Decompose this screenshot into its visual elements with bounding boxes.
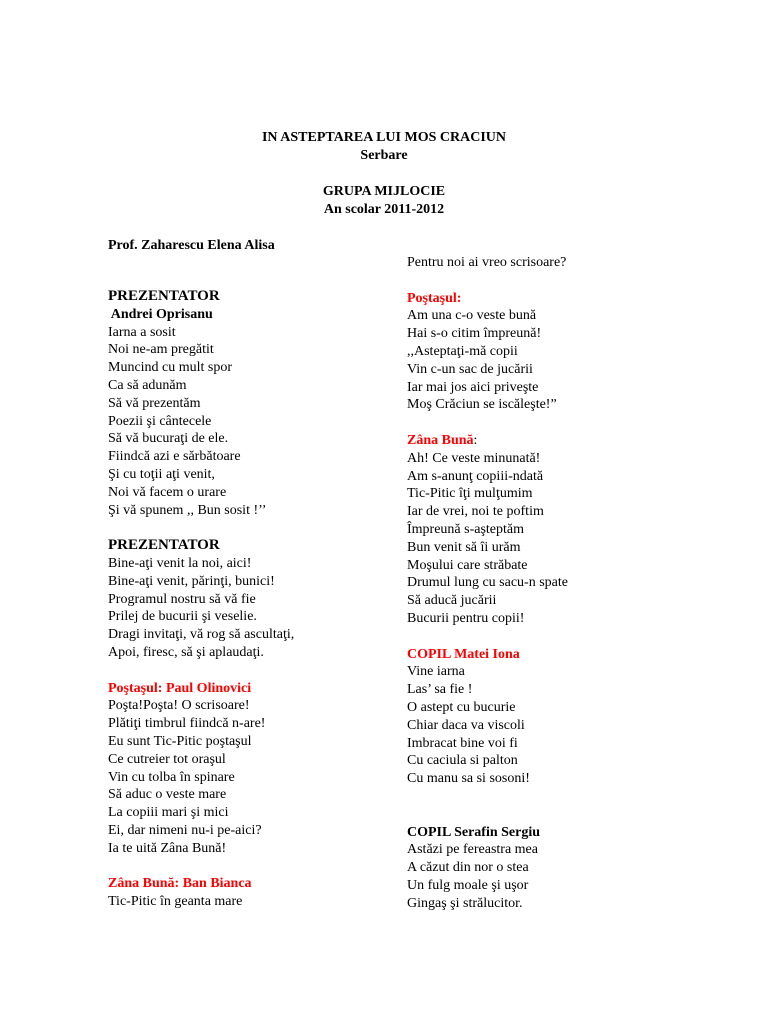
verse-line: Iar mai jos aici priveşte [407,379,539,395]
verse-line: Apoi, firesc, să şi aplaudaţi. [108,644,264,660]
verse-line: Hai s-o citim împreună! [407,326,542,342]
verse-line: Noi ne-am pregătit [108,342,214,358]
verse-line: Vin c-un sac de jucării [407,361,533,377]
blank-line [407,806,737,824]
blank-line [108,519,398,537]
speaker-heading [407,646,737,664]
verse-line: Poezii şi cântecele [108,413,212,429]
verse-line: Tic-Pitic îţi mulţumim [407,486,533,502]
speaker-suffix: : [473,432,478,448]
verse-line: Cu manu sa si sosoni! [407,771,530,787]
verse-line: Programul nostru să vă fie [108,591,256,607]
verse-line: Ei, dar nimeni nu-i pe-aici? [108,822,262,838]
speaker-name: Zâna Bună: Ban Bianca [108,876,252,892]
verse-line: Vine iarna [407,664,465,680]
verse-line: Iar de vrei, noi te poftim [407,504,544,520]
verse-line: A căzut din nor o stea [407,860,529,876]
title-sub: Serbare [360,148,408,163]
speaker-name: Zâna Bună [407,432,474,448]
verse-line: Moşului care străbate [407,557,528,573]
speaker-name: Poştaşul: [407,290,462,306]
verse-line: Să aducă jucării [407,593,497,609]
speaker-name: PREZENTATOR [108,537,220,554]
author-line: Prof. Zaharescu Elena Alisa [108,238,275,253]
blank-line [108,662,398,680]
verse-line: Las’ sa fie ! [407,682,473,698]
speaker-heading [108,288,398,306]
speaker-heading [108,680,398,698]
blank-line [407,272,737,290]
left-column [108,288,398,911]
speaker-name: PREZENTATOR [108,288,220,304]
speaker-heading [407,824,737,842]
verse-line: Ia te uită Zâna Bună! [108,840,227,856]
verse-line: Noi vă facem o urare [108,484,227,500]
verse-line: Muncind cu mult spor [108,360,233,376]
verse-line: Iarna a sosit [108,324,176,340]
speaker-name: COPIL Serafin Sergiu [407,824,541,840]
verse-line: Ce cutreier tot oraşul [108,751,226,767]
verse-line: Tic-Pitic în geanta mare [108,894,243,910]
blank-line [407,414,737,432]
verse-line: Ca să adunăm [108,377,187,393]
verse-line: Astăzi pe fereastra mea [407,842,538,858]
speaker-name: Andrei Oprisanu [108,306,213,322]
speaker-heading [407,290,737,308]
verse-line: O astept cu bucurie [407,699,516,715]
verse-line: Ah! Ce veste minunată! [407,450,541,466]
verse-line: Şi vă spunem ,, Bun sosit !’’ [108,502,267,518]
verse-line: Dragi invitaţi, vă rog să ascultaţi, [108,627,295,643]
verse-line: Poşta!Poşta! O scrisoare! [108,698,250,714]
verse-line: Şi cu toţii aţi venit, [108,466,215,482]
speaker-heading [108,537,398,555]
verse-line: Vin cu tolba în spinare [108,769,235,785]
verse-line: Am s-anunţ copiii-ndată [407,468,544,484]
verse-line: Bine-aţi venit la noi, aici! [108,555,252,571]
verse-line: Să vă prezentăm [108,395,201,411]
verse-line: Eu sunt Tic-Pitic poştaşul [108,733,252,749]
right-column [407,254,737,912]
speaker-name: Poştaşul: Paul Olinovici [108,680,252,696]
verse-line: Pentru noi ai vreo scrisoare? [407,255,567,270]
verse-line: Gingaş şi strălucitor. [407,895,523,911]
speaker-heading [108,306,398,324]
verse-line: Să vă bucuraţi de ele. [108,431,229,447]
verse-line: Am una c-o veste bună [407,308,537,324]
verse-line: Plătiţi timbrul fiindcă n-are! [108,716,266,732]
verse-line: Moş Crăciun se iscăleşte!” [407,397,557,413]
verse-line: Chiar daca va viscoli [407,717,525,733]
verse-line: Drumul lung cu sacu-n spate [407,575,568,591]
speaker-heading [407,432,737,450]
verse-line: Cu caciula si palton [407,753,518,769]
verse-line: Prilej de bucurii şi veselie. [108,609,257,625]
verse-line: Împreună s-aşteptăm [407,521,525,537]
speaker-heading [108,875,398,893]
verse-line: Bine-aţi venit, părinţi, bunici! [108,573,275,589]
verse-line: ,,Asteptaţi-mă copii [407,343,518,359]
verse-line: Un fulg moale şi uşor [407,877,529,893]
verse-line: Bucurii pentru copii! [407,610,525,626]
verse-line: Imbracat bine voi fi [407,735,518,751]
group-name: GRUPA MIJLOCIE [322,184,446,199]
verse-line: La copiii mari şi mici [108,805,229,821]
verse-line: Bun venit să îi urăm [407,539,521,555]
title-main: IN ASTEPTAREA LUI MOS CRACIUN [261,130,506,145]
speaker-name: COPIL Matei Iona [407,646,520,662]
school-year: An scolar 2011-2012 [323,202,445,217]
verse-line: Fiindcă azi e sărbătoare [108,449,241,465]
blank-line [407,628,737,646]
blank-line [108,858,398,876]
group-heading [0,183,768,219]
document-title [0,129,768,165]
blank-line [407,788,737,806]
verse-line: Să aduc o veste mare [108,787,227,803]
